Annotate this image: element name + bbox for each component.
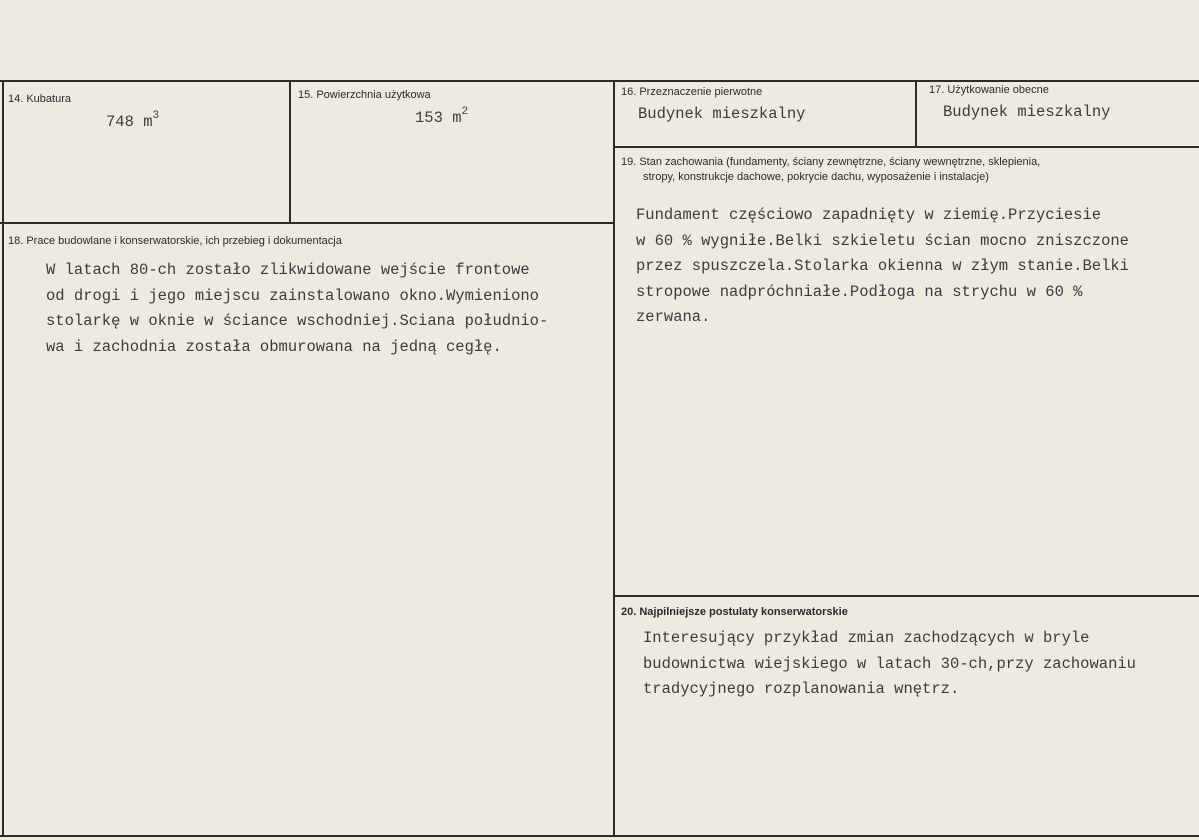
rule-f19-bottom bbox=[614, 595, 1199, 597]
field-20-line: tradycyjnego rozplanowania wnętrz. bbox=[643, 680, 960, 698]
field-18-line: wa i zachodnia została obmurowana na jedną cegłę. bbox=[46, 337, 502, 356]
field-18-line: od drogi i jego miejscu zainstalowano okno.Wymieniono bbox=[46, 286, 539, 305]
field-19-line: zerwana. bbox=[636, 308, 711, 326]
field-18-line: stolarkę w oknie w ściance wschodniej.Sciana południo- bbox=[46, 312, 549, 330]
field-14-unit-exponent: 3 bbox=[152, 110, 160, 122]
field-18-line: W latach 80-ch zostało zlikwidowane wejście frontowe bbox=[46, 261, 530, 279]
field-20-text bbox=[643, 626, 1136, 703]
field-18-label: 18. Prace budowlane i konserwatorskie, ich przebieg i dokumentacja bbox=[8, 235, 342, 247]
field-20-line: Interesujący przykład zmian zachodzących w bryle bbox=[643, 629, 1090, 647]
field-14-label: 14. Kubatura bbox=[8, 93, 71, 105]
field-14-value bbox=[106, 112, 159, 131]
field-15-value bbox=[415, 108, 468, 127]
field-20-line: budownictwa wiejskiego w latach 30-ch,przy zachowaniu bbox=[643, 654, 1136, 673]
field-15-label: 15. Powierzchnia użytkowa bbox=[298, 89, 431, 101]
field-16-label: 16. Przeznaczenie pierwotne bbox=[621, 86, 763, 98]
field-19-line: przez spuszczela.Stolarka okienna w złym stanie.Belki bbox=[636, 257, 1129, 275]
field-20-label: 20. Najpilniejsze postulaty konserwatorskie bbox=[621, 606, 848, 618]
rule-v-main bbox=[613, 80, 615, 837]
field-17-value: Budynek mieszkalny bbox=[943, 103, 1111, 121]
rule-row1-right bbox=[614, 146, 1199, 148]
rule-row1-left bbox=[0, 222, 614, 224]
field-15-unit-exponent: 2 bbox=[461, 106, 469, 118]
field-19-line: Fundament częściowo zapadnięty w ziemię.Przyciesie bbox=[636, 206, 1102, 224]
field-19-line: w 60 % wygniłe.Belki szkieletu ścian mocno zniszczone bbox=[636, 231, 1129, 250]
field-19-label-line-1: 19. Stan zachowania (fundamenty, ściany zewnętrzne, ściany wewnętrzne, sklepienia, bbox=[621, 156, 1041, 168]
field-17-label: 17. Użytkowanie obecne bbox=[929, 84, 1049, 96]
rule-bottom bbox=[0, 835, 1199, 837]
field-15-number: 153 m bbox=[415, 109, 462, 128]
field-18-text bbox=[46, 258, 548, 360]
field-19-label-line-2: stropy, konstrukcje dachowe, pokrycie dachu, wyposażenie i instalacje) bbox=[643, 171, 989, 183]
field-19-text bbox=[636, 203, 1129, 331]
rule-top bbox=[0, 80, 1199, 82]
field-16-value: Budynek mieszkalny bbox=[638, 105, 806, 123]
rule-v-14-15 bbox=[289, 80, 291, 223]
field-19-line: stropowe nadpróchniałe.Podłoga na strychu w 60 % bbox=[636, 282, 1083, 301]
field-14-number: 748 m bbox=[106, 113, 153, 132]
rule-v-16-17 bbox=[915, 80, 917, 147]
rule-v-left bbox=[2, 80, 4, 837]
